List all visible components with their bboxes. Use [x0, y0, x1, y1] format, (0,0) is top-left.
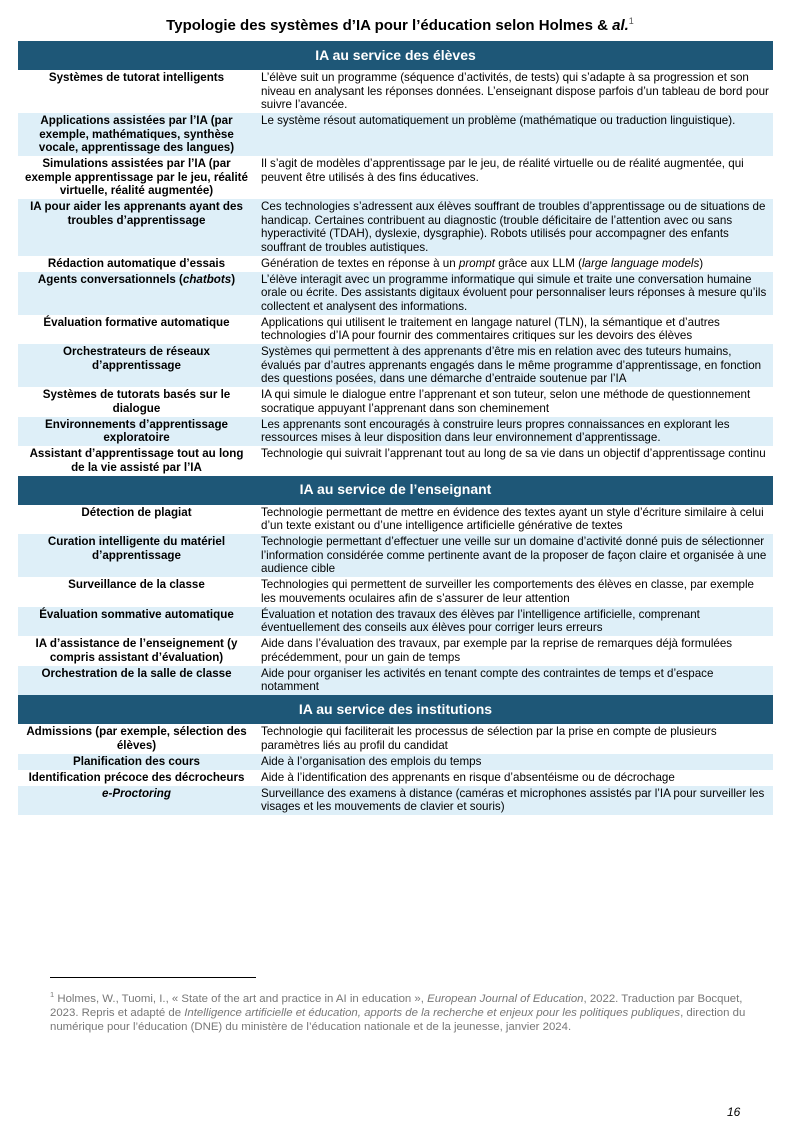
description-cell: Aide à l’organisation des emplois du temps — [255, 754, 773, 770]
table-row — [18, 344, 773, 387]
description-cell: Aide à l’identification des apprenants en risque d’absentéisme ou de décrochage — [261, 770, 675, 784]
description-cell: L’élève interagit avec un programme informatique qui simule et traite une conversation humaine orale ou écrite. Des assistants digitaux évoluent pour personnaliser leurs réponses à mesure qu’ils collectent et analysent des informations. — [255, 272, 773, 315]
table-row — [18, 505, 773, 535]
description-cell: Technologies qui permettent de surveiller les comportements des élèves en classe, par exemple les mouvements oculaires afin de s’assurer de leur attention — [261, 578, 754, 605]
category-cell — [18, 272, 255, 315]
table-row — [18, 534, 773, 577]
description-cell: IA qui simule le dialogue entre l’apprenant et son tuteur, selon une méthode de questionnement socratique appuyant l’apprenant dans son cheminement — [261, 388, 751, 415]
category-text-part: e-Proctoring — [102, 786, 171, 800]
category-cell: Simulations assistées par l’IA (par exemple apprentissage par le jeu, réalité virtuelle, réalité augmentée) — [25, 157, 248, 197]
description-cell: Applications qui utilisent le traitement en langage naturel (TLN), la sémantique et d’autres technologies d’IA pour fournir des commentaires critiques sur les devoirs des élèves — [261, 315, 720, 342]
category-cell: IA d’assistance de l’enseignement (y compris assistant d’évaluation) — [35, 637, 238, 664]
table-row — [18, 636, 773, 666]
description-cell: Les apprenants sont encouragés à construire leurs propres connaissances en explorant les ressources mises à leur disposition dans leur environnement d’apprentissage. — [255, 417, 773, 447]
table-row — [18, 272, 773, 315]
description-cell: Évaluation et notation des travaux des élèves par l’intelligence artificielle, comprenant éventuellement des conseils aux élèves pour corriger leurs erreurs — [255, 607, 773, 637]
description-cell: Aide dans l’évaluation des travaux, par exemple par la reprise de remarques déjà formulées précédemment, pour un gain de temps — [261, 637, 733, 664]
description-cell: Ces technologies s’adressent aux élèves souffrant de troubles d’apprentissage ou de situations de handicap. Certaines contribuent au diagnostic (trouble déficitaire de l’attention avec ou sans hyperactivité (TDAH), dyslexie, dysgraphie). Robots utilisés pour accompagner des enfants souffrant de troubles autistiques. — [255, 199, 773, 256]
category-text-part: Agents conversationnels ( — [37, 272, 183, 286]
title-text: Typologie des systèmes d’IA pour l’éducation selon Holmes & — [166, 17, 613, 34]
table-row — [18, 113, 773, 156]
description-cell: Technologie qui suivrait l’apprenant tout au long de sa vie dans un objectif d’apprentissage continu — [261, 447, 766, 460]
footnote-report-title: Intelligence artificielle et éducation, apports de la recherche et enjeux pour les politiques publiques — [184, 1007, 681, 1019]
category-cell: Environnements d’apprentissage exploratoire — [18, 417, 255, 447]
description-text-part: grâce aux LLM ( — [494, 256, 582, 270]
description-cell: Technologie permettant d’effectuer une veille sur un domaine d’activité donné puis de sélectionner l’information considérée comme pertinente avant de la proposer de façon claire et organisée à une audience cible — [255, 534, 773, 577]
section-header — [18, 695, 773, 724]
table-row — [18, 256, 773, 272]
category-cell: Rédaction automatique d’essais — [47, 256, 226, 270]
description-text-part: Génération de textes en réponse à un — [261, 256, 459, 270]
table-row — [18, 786, 773, 816]
category-cell: Détection de plagiat — [81, 505, 192, 519]
category-cell: Orchestrateurs de réseaux d’apprentissage — [18, 344, 255, 387]
category-cell: Systèmes de tutorat intelligents — [48, 71, 225, 84]
footnote — [50, 988, 750, 1034]
category-cell: Assistant d’apprentissage tout au long de la vie assisté par l’IA — [29, 447, 244, 474]
footnote-text-3: , direction du numérique pour l’éducation (DNE) du ministère de l’éducation nationale et de la jeunesse, janvier 2024. — [50, 1007, 746, 1034]
table-row — [18, 387, 773, 417]
table-row — [18, 446, 773, 476]
table-row — [18, 156, 773, 199]
description-cell: Surveillance des examens à distance (caméras et microphones assistés par l’IA pour surveiller les visages et les mouvements de clavier et souris) — [255, 786, 773, 816]
description-cell: Il s’agit de modèles d’apprentissage par le jeu, de réalité virtuelle ou de réalité augmentée, qui peuvent être utilisés à des fins éducatives. — [261, 157, 744, 184]
table-row — [18, 724, 773, 754]
description-text-part: prompt — [458, 256, 495, 270]
description-cell: Le système résout automatiquement un problème (mathématique ou traduction linguistique). — [255, 113, 773, 156]
footnote-journal: European Journal of Education — [427, 992, 584, 1005]
description-cell: Technologie qui faciliterait les processus de sélection par la prise en compte de plusieurs paramètres liés au profil du candidat — [261, 725, 717, 752]
description-cell: Aide pour organiser les activités en tenant compte des contraintes de temps et d’espace notamment — [255, 666, 773, 696]
category-cell: Orchestration de la salle de classe — [18, 666, 255, 696]
section-heading: IA au service des élèves — [18, 41, 773, 70]
title-footnote-mark: 1 — [628, 16, 634, 26]
category-cell: Curation intelligente du matériel d’apprentissage — [18, 534, 255, 577]
table-row — [18, 70, 773, 113]
category-cell — [18, 786, 255, 816]
description-text-part: ) — [699, 256, 704, 270]
footnote-divider — [50, 977, 256, 978]
title-emph: al. — [612, 17, 629, 34]
category-cell: Identification précoce des décrocheurs — [28, 770, 245, 784]
page-number: 16 — [727, 1105, 741, 1119]
category-cell: Évaluation formative automatique — [43, 315, 230, 329]
category-cell: Systèmes de tutorats basés sur le dialogue — [42, 388, 231, 415]
category-text-part: ) — [231, 272, 236, 286]
footnote-text-1: Holmes, W., Tuomi, I., « State of the art and practice in AI in education », — [54, 992, 428, 1005]
category-cell: Évaluation sommative automatique — [18, 607, 255, 637]
description-cell — [255, 256, 773, 272]
category-text-part: chatbots — [182, 272, 232, 286]
section-heading: IA au service de l’enseignant — [18, 476, 773, 505]
category-cell: Applications assistées par l’IA (par exemple, mathématiques, synthèse vocale, apprentissage des langues) — [18, 113, 255, 156]
section-heading: IA au service des institutions — [18, 695, 773, 724]
description-cell: Technologie permettant de mettre en évidence des textes ayant un style d’écriture similaire à celui d’un texte existant ou d’une intelligence artificielle générative de textes — [261, 505, 764, 532]
table-row — [18, 770, 773, 786]
typology-table-body — [18, 41, 773, 815]
typology-table — [18, 41, 773, 815]
section-header — [18, 41, 773, 70]
category-cell: IA pour aider les apprenants ayant des troubles d’apprentissage — [18, 199, 255, 256]
table-row — [18, 417, 773, 447]
table-row — [18, 199, 773, 256]
page-title — [0, 16, 800, 34]
description-text-part: large language models — [581, 256, 700, 270]
description-cell: L’élève suit un programme (séquence d’activités, de tests) qui s’adapte à sa progression et son niveau en analysant les réponses données. L’enseignant dispose parfois d’un tableau de bord pour suivre l’avancée. — [261, 71, 769, 111]
table-row — [18, 607, 773, 637]
table-row — [18, 577, 773, 607]
description-cell: Systèmes qui permettent à des apprenants d’être mis en relation avec des tuteurs humains, évalués par d’autres apprenants engagés dans le même programme d’apprentissage, en fonction des questions posées, dans une démarche d’entraide soutenue par l’IA — [255, 344, 773, 387]
category-cell: Admissions (par exemple, sélection des élèves) — [26, 725, 247, 752]
footnote-mark: 1 — [50, 990, 55, 999]
footnote-text-2: , 2022. Traduction par Bocquet, 2023. Repris et adapté de — [50, 992, 743, 1019]
table-row — [18, 754, 773, 770]
section-header — [18, 476, 773, 505]
table-row — [18, 315, 773, 345]
table-row — [18, 666, 773, 696]
category-cell: Surveillance de la classe — [68, 578, 205, 591]
category-cell: Planification des cours — [18, 754, 255, 770]
